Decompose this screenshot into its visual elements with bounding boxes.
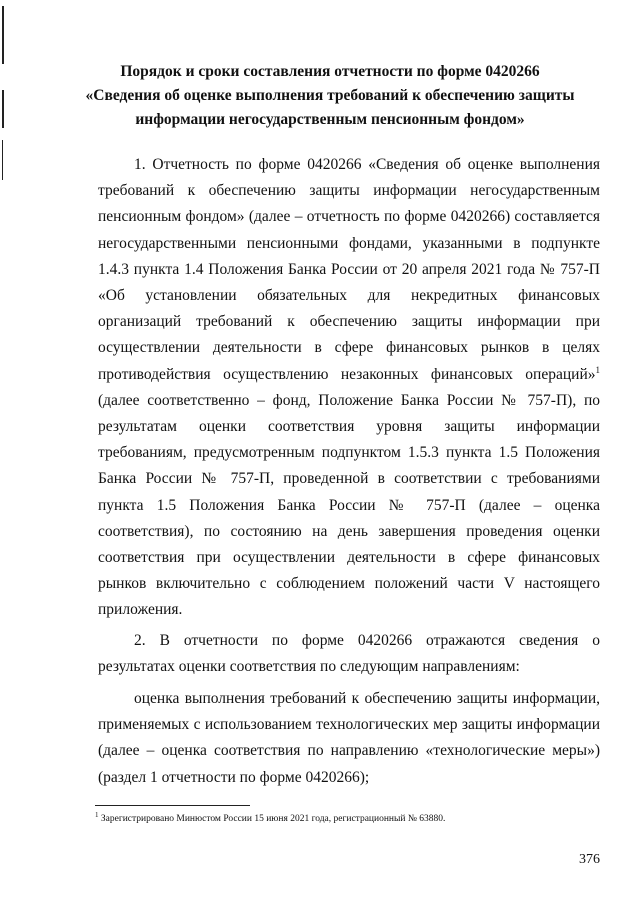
scan-edge-mark [2, 6, 4, 64]
page-number: 376 [579, 852, 600, 867]
title-line-1: Порядок и сроки составления отчетности по форме 0420266 [120, 63, 540, 80]
paragraph-2: 2. В отчетности по форме 0420266 отражаются сведения о результатах оценки соответствия по следующим направлениям: [98, 631, 600, 675]
paragraph-3: оценка выполнения требований к обеспечению защиты информации, применяемых с использованием технологических мер защиты информации (далее – оценка соответствия по направлению «технологические меры») (раздел 1 отчетности по форме 0420266); [98, 690, 600, 786]
paragraph-1-text: 1. Отчетность по форме 0420266 «Сведения об оценке выполнения требований к обеспечению защиты информации негосударственным пенсионным фондом» (далее – отчетность по форме 0420266) составляется негосударственными пенсионными фондами, указанными в подпункте 1.4.3 пункта 1.4 Положения Банка России от 20 апреля 2021 года № 757-П «Об установлении обязательных для некредитных финансовых организаций требований к обеспечению защиты информации при осуществлении деятельности в сфере финансовых рынков в целях противодействия осуществлению незаконных финансовых операций» [98, 156, 600, 383]
scan-edge-mark [2, 90, 4, 128]
footnote [95, 810, 595, 826]
title-line-3: информации негосударственным пенсионным фондом» [135, 111, 525, 128]
footnote-text: Зарегистрировано Минюстом России 15 июня 2021 года, регистрационный № 63880. [98, 814, 446, 824]
paragraph-1 [98, 152, 600, 624]
title-line-2: «Сведения об оценке выполнения требований к обеспечению защиты [85, 87, 575, 104]
document-title [80, 60, 580, 132]
footnote-reference: 1 [595, 364, 600, 375]
footnote-marker: 1 [95, 810, 99, 819]
scan-edge-mark [2, 140, 3, 180]
footnote-divider [95, 805, 250, 806]
document-body [98, 152, 600, 791]
paragraph-1-continuation: (далее соответственно – фонд, Положение Банка России № 757-П), по результатам оценки соответствия уровня защиты информации требованиям, предусмотренным подпунктом 1.5.3 пункта 1.5 Положения Банка России № 757-П, проведенной в соответствии с требованиями пункта 1.5 Положения Банка России № 757-П (далее – оценка соответствия), по состоянию на день завершения проведения оценки соответствия при осуществлении деятельности в сфере финансовых рынков включительно с соблюдением положений части V настоящего приложения. [98, 391, 600, 619]
